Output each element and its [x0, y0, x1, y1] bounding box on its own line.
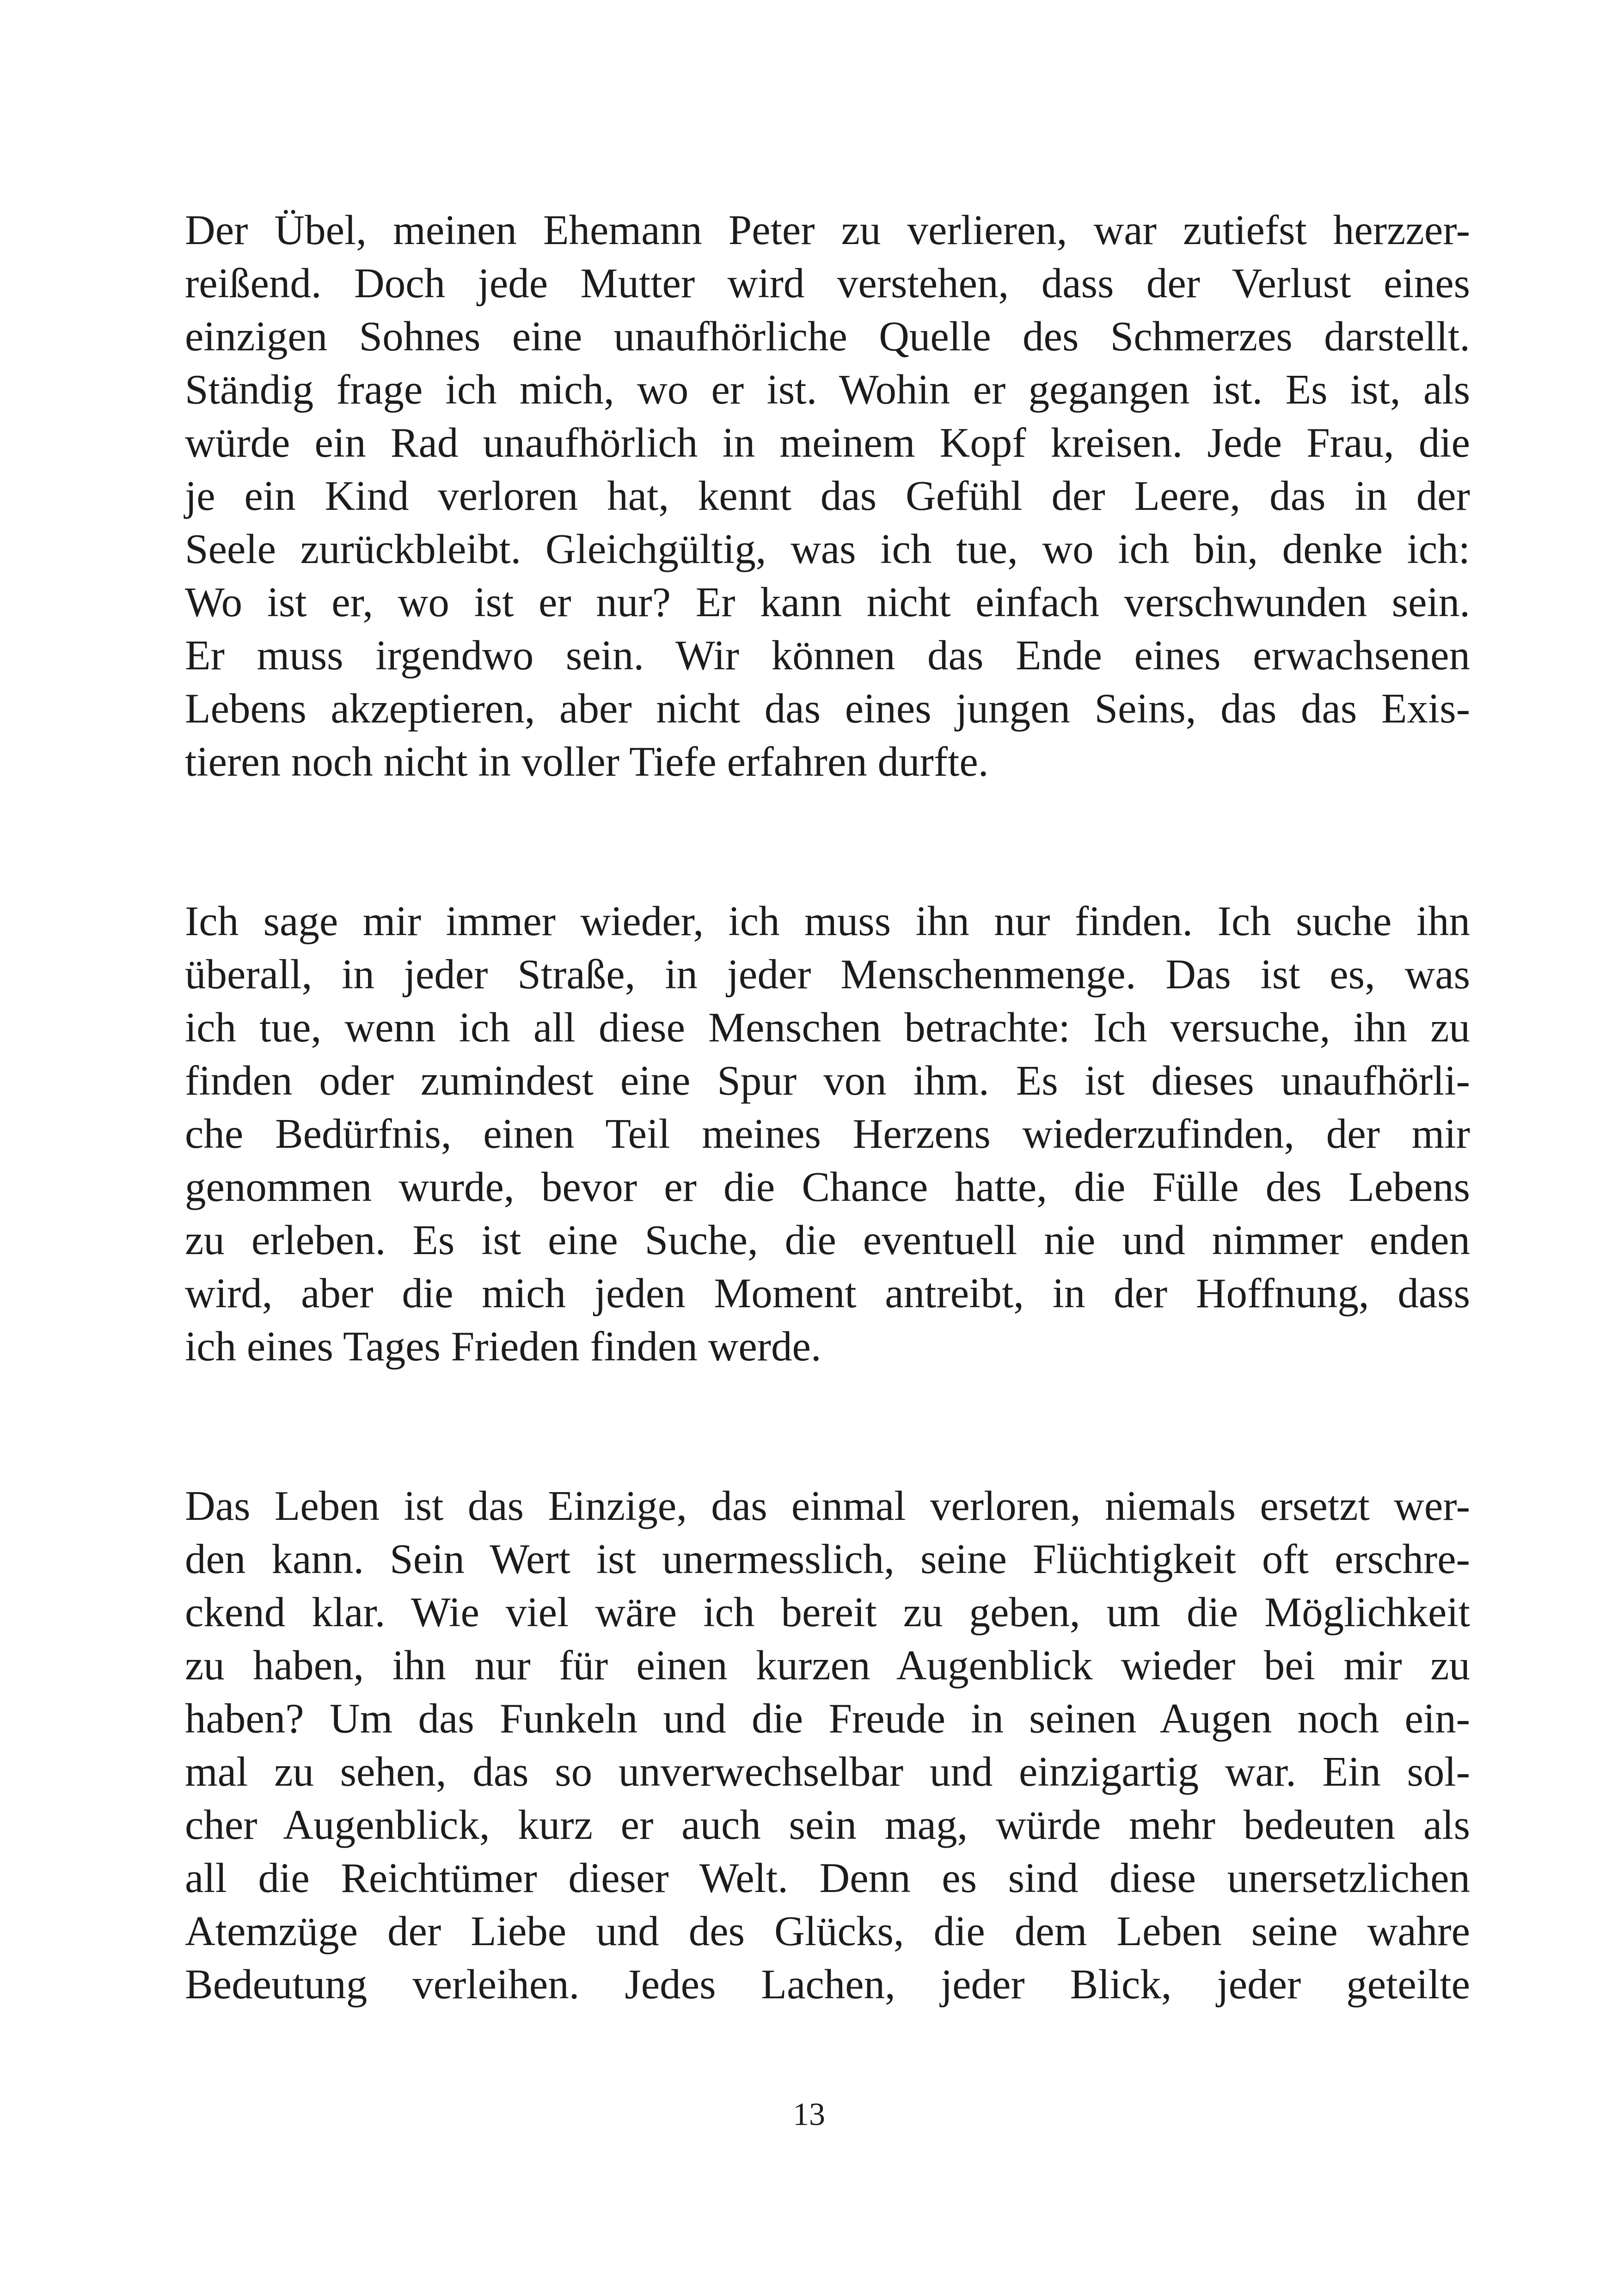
text-line: zu haben, ihn nur für einen kurzen Augenblick wieder bei mir zu [185, 1642, 1470, 1689]
text-line: Wo ist er, wo ist er nur? Er kann nicht einfach verschwunden sein. [185, 579, 1470, 625]
paragraph-spacer [185, 1373, 1470, 1479]
paragraph-spacer [185, 788, 1470, 894]
text-line: ich eines Tages Frieden finden werde. [185, 1323, 821, 1370]
text-line: Bedeutung verleihen. Jedes Lachen, jeder Blick, jeder geteilte [185, 1961, 1470, 2008]
paragraph-1 [185, 203, 1470, 788]
text-line: haben? Um das Funkeln und die Freude in seinen Augen noch ein- [185, 1695, 1470, 1742]
text-line: che Bedürfnis, einen Teil meines Herzens wiederzufinden, der mir [185, 1110, 1470, 1157]
paragraph-2 [185, 894, 1470, 1373]
text-line: finden oder zumindest eine Spur von ihm. Es ist dieses unaufhörli- [185, 1057, 1470, 1104]
text-line: je ein Kind verloren hat, kennt das Gefühl der Leere, das in der [185, 472, 1470, 519]
text-line: genommen wurde, bevor er die Chance hatte, die Fülle des Lebens [185, 1163, 1470, 1210]
text-line: Er muss irgendwo sein. Wir können das Ende eines erwachsenen [185, 632, 1470, 679]
text-line: überall, in jeder Straße, in jeder Menschenmenge. Das ist es, was [185, 951, 1470, 998]
text-line: ckend klar. Wie viel wäre ich bereit zu geben, um die Möglichkeit [185, 1589, 1470, 1635]
text-line: Ständig frage ich mich, wo er ist. Wohin er gegangen ist. Es ist, als [185, 366, 1470, 413]
body-text [185, 203, 1470, 2011]
page-number: 13 [793, 2097, 825, 2132]
text-line: den kann. Sein Wert ist unermesslich, seine Flüchtigkeit oft erschre- [185, 1536, 1470, 1582]
text-line: cher Augenblick, kurz er auch sein mag, würde mehr bedeuten als [185, 1801, 1470, 1848]
text-line: Das Leben ist das Einzige, das einmal verloren, niemals ersetzt wer- [185, 1482, 1470, 1529]
text-line: zu erleben. Es ist eine Suche, die eventuell nie und nimmer enden [185, 1217, 1470, 1263]
text-line: Der Übel, meinen Ehemann Peter zu verlieren, war zutiefst herzzer- [185, 207, 1470, 253]
text-line: ich tue, wenn ich all diese Menschen betrachte: Ich versuche, ihn zu [185, 1004, 1470, 1051]
paragraph-3 [185, 1479, 1470, 2011]
text-line: reißend. Doch jede Mutter wird verstehen, dass der Verlust eines [185, 260, 1470, 306]
text-line: Atemzüge der Liebe und des Glücks, die dem Leben seine wahre [185, 1908, 1470, 1954]
text-line: tieren noch nicht in voller Tiefe erfahren durfte. [185, 738, 989, 785]
text-line: all die Reichtümer dieser Welt. Denn es sind diese unersetzlichen [185, 1855, 1470, 1901]
text-line: Ich sage mir immer wieder, ich muss ihn nur finden. Ich suche ihn [185, 898, 1470, 944]
text-line: mal zu sehen, das so unverwechselbar und einzigartig war. Ein sol- [185, 1748, 1470, 1795]
text-line: wird, aber die mich jeden Moment antreibt, in der Hoffnung, dass [185, 1270, 1470, 1316]
text-line: Lebens akzeptieren, aber nicht das eines jungen Seins, das das Exis- [185, 685, 1470, 732]
text-line: würde ein Rad unaufhörlich in meinem Kopf kreisen. Jede Frau, die [185, 419, 1470, 466]
text-line: einzigen Sohnes eine unaufhörliche Quelle des Schmerzes darstellt. [185, 313, 1470, 360]
text-line: Seele zurückbleibt. Gleichgültig, was ich tue, wo ich bin, denke ich: [185, 526, 1470, 572]
